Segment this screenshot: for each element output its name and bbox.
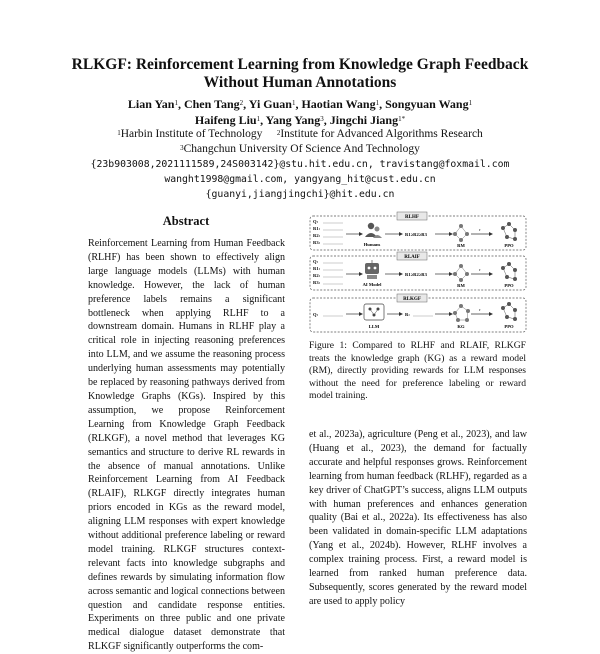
knowledge-graph-icon xyxy=(453,304,470,322)
svg-text:PPO: PPO xyxy=(504,243,514,248)
email-line: {guanyi,jiangjingchi}@hit.edu.cn xyxy=(205,189,395,200)
svg-text:RM: RM xyxy=(457,283,465,288)
svg-text:RM: RM xyxy=(457,243,465,248)
ppo-network-icon xyxy=(501,222,517,241)
affiliation-2: Institute for Advanced Algorithms Research xyxy=(280,128,483,140)
email-list xyxy=(0,157,600,202)
authors-line-2: Haifeng Liu$^1$, Yang Yang$^3$, Jingchi Jiang$^{1*}$ xyxy=(194,113,406,127)
right-column-body xyxy=(309,428,527,609)
svg-text:r: r xyxy=(479,267,481,272)
svg-text:R3:: R3: xyxy=(313,280,321,285)
humans-icon xyxy=(365,223,382,238)
title-line-2: Without Human Annotations xyxy=(203,74,397,91)
reward-model-icon xyxy=(453,264,469,282)
svg-text:R1≥R2≥R3: R1≥R2≥R3 xyxy=(405,232,427,237)
panel-label: RLHF xyxy=(405,215,419,220)
svg-text:PPO: PPO xyxy=(504,283,514,288)
figure-1-diagram xyxy=(309,210,527,334)
svg-text:LLM: LLM xyxy=(368,324,380,329)
authors-line-1: Lian Yan$^1$, Chen Tang$^2$, Yi Guan$^1$, Haotian Wang$^1$, Songyuan Wang$^1$ xyxy=(127,97,473,111)
reward-model-icon xyxy=(453,224,469,242)
svg-text:KG: KG xyxy=(457,324,465,329)
svg-text:r: r xyxy=(479,227,481,232)
svg-text:R1:: R1: xyxy=(313,266,321,271)
llm-icon xyxy=(364,304,384,320)
svg-text:Q:: Q: xyxy=(313,312,319,317)
affiliations: $^1$Harbin Institute of Technology $^2$Institute for Advanced Algorithms Research $^3$Changchun University Of Science And Technology xyxy=(117,128,483,155)
svg-text:R2:: R2: xyxy=(313,273,321,278)
panel-rlhf xyxy=(310,212,526,250)
email-line: wanght1998@gmail.com, yangyang_hit@cust.edu.cn xyxy=(164,174,436,185)
email-line: {23b903008,2021111589,24S003142}@stu.hit.edu.cn, travistang@foxmail.com xyxy=(90,159,510,170)
svg-text:R2:: R2: xyxy=(313,233,321,238)
svg-text:R1≥R2≥R3: R1≥R2≥R3 xyxy=(405,272,427,277)
panel-rlaif xyxy=(310,252,526,290)
abstract-heading: Abstract xyxy=(162,214,210,228)
panel-rlkgf xyxy=(310,294,526,332)
svg-text:R1:: R1: xyxy=(313,226,321,231)
svg-text:AI Model: AI Model xyxy=(362,282,382,287)
svg-text:Humans: Humans xyxy=(363,242,381,247)
figure-caption: Figure 1: Compared to RLHF and RLAIF, RLKGF treats the knowledge graph (KG) as a reward model (RM), directly providing rewards for LLM responses without the need for preference labeling or reward model training. xyxy=(309,340,526,402)
affiliation-1: Harbin Institute of Technology xyxy=(120,128,263,140)
abstract-text: Reinforcement Learning from Human Feedback (RLHF) has been shown to effectively align large language models (LLMs) with human knowledge. However, the lack of human preference labels remains a significant bottleneck when applying RLHF to a downstream domain. Humans in RLHF play a critical role in injecting reasoning preferences into LLM, and we assume the reasoning process underlying human assessments may potentially be replaced by reasoning pathways derived from Knowledge Graphs (KGs). Inspired by this assumption, we propose Reinforcement Learning from Knowledge Graph Feedback (RLKGF), a novel method that leverages KG semantics and structure to derive RL rewards in the absence of manual annotations. Unlike Reinforcement Learning from AI Feedback (RLAIF), RLKGF directly integrates human priors encoded in KGs as the reward model, aligning LLM responses with expert knowledge without additional preference labeling or reward model training. RLKGF structures context-relevant facts into knowledge subgraphs and defines rewards by simulating information flow across semantic and logical connections between question and candidate response entities. Experiments on three public and one private medical dialogue dataset demonstrate that RLKGF significantly outperforms the com- xyxy=(88,238,285,653)
ppo-network-icon xyxy=(501,262,517,281)
svg-text:PPO: PPO xyxy=(504,324,514,329)
svg-text:Q:: Q: xyxy=(313,219,319,224)
body-paragraph: et al., 2023a), agriculture (Peng et al., 2023), and law (Huang et al., 2023), the demand for factually accurate and helpful responses grows. Reinforcement learning from human feedback (RLHF), regarded as a key driver of ChatGPT’s success, aligns LLM outputs with human preferences and enhances generation quality (Bai et al., 2022a). Its effectiveness has also been validated in domain-specific LLM adaptations (Yang et al., 2024b). However, RLHF involves a complex training process. First, a reward model is learned from ranked human preference data. Subsequently, scores generated by the reward model are used to apply policy xyxy=(309,429,527,607)
ppo-network-icon xyxy=(501,302,517,321)
author-list xyxy=(0,96,600,128)
title-line-1: RLKGF: Reinforcement Learning from Knowledge Graph Feedback xyxy=(71,56,529,73)
panel-label: RLKGF xyxy=(403,297,421,302)
paper-title xyxy=(0,56,600,92)
svg-text:R3:: R3: xyxy=(313,240,321,245)
affiliation-3: Changchun University Of Science And Technology xyxy=(183,143,420,155)
robot-icon xyxy=(365,260,379,279)
panel-label: RLAIF xyxy=(404,255,420,260)
svg-text:Q:: Q: xyxy=(313,259,319,264)
abstract-body xyxy=(88,237,285,654)
svg-text:r: r xyxy=(479,307,481,312)
svg-text:R:: R: xyxy=(405,312,410,317)
